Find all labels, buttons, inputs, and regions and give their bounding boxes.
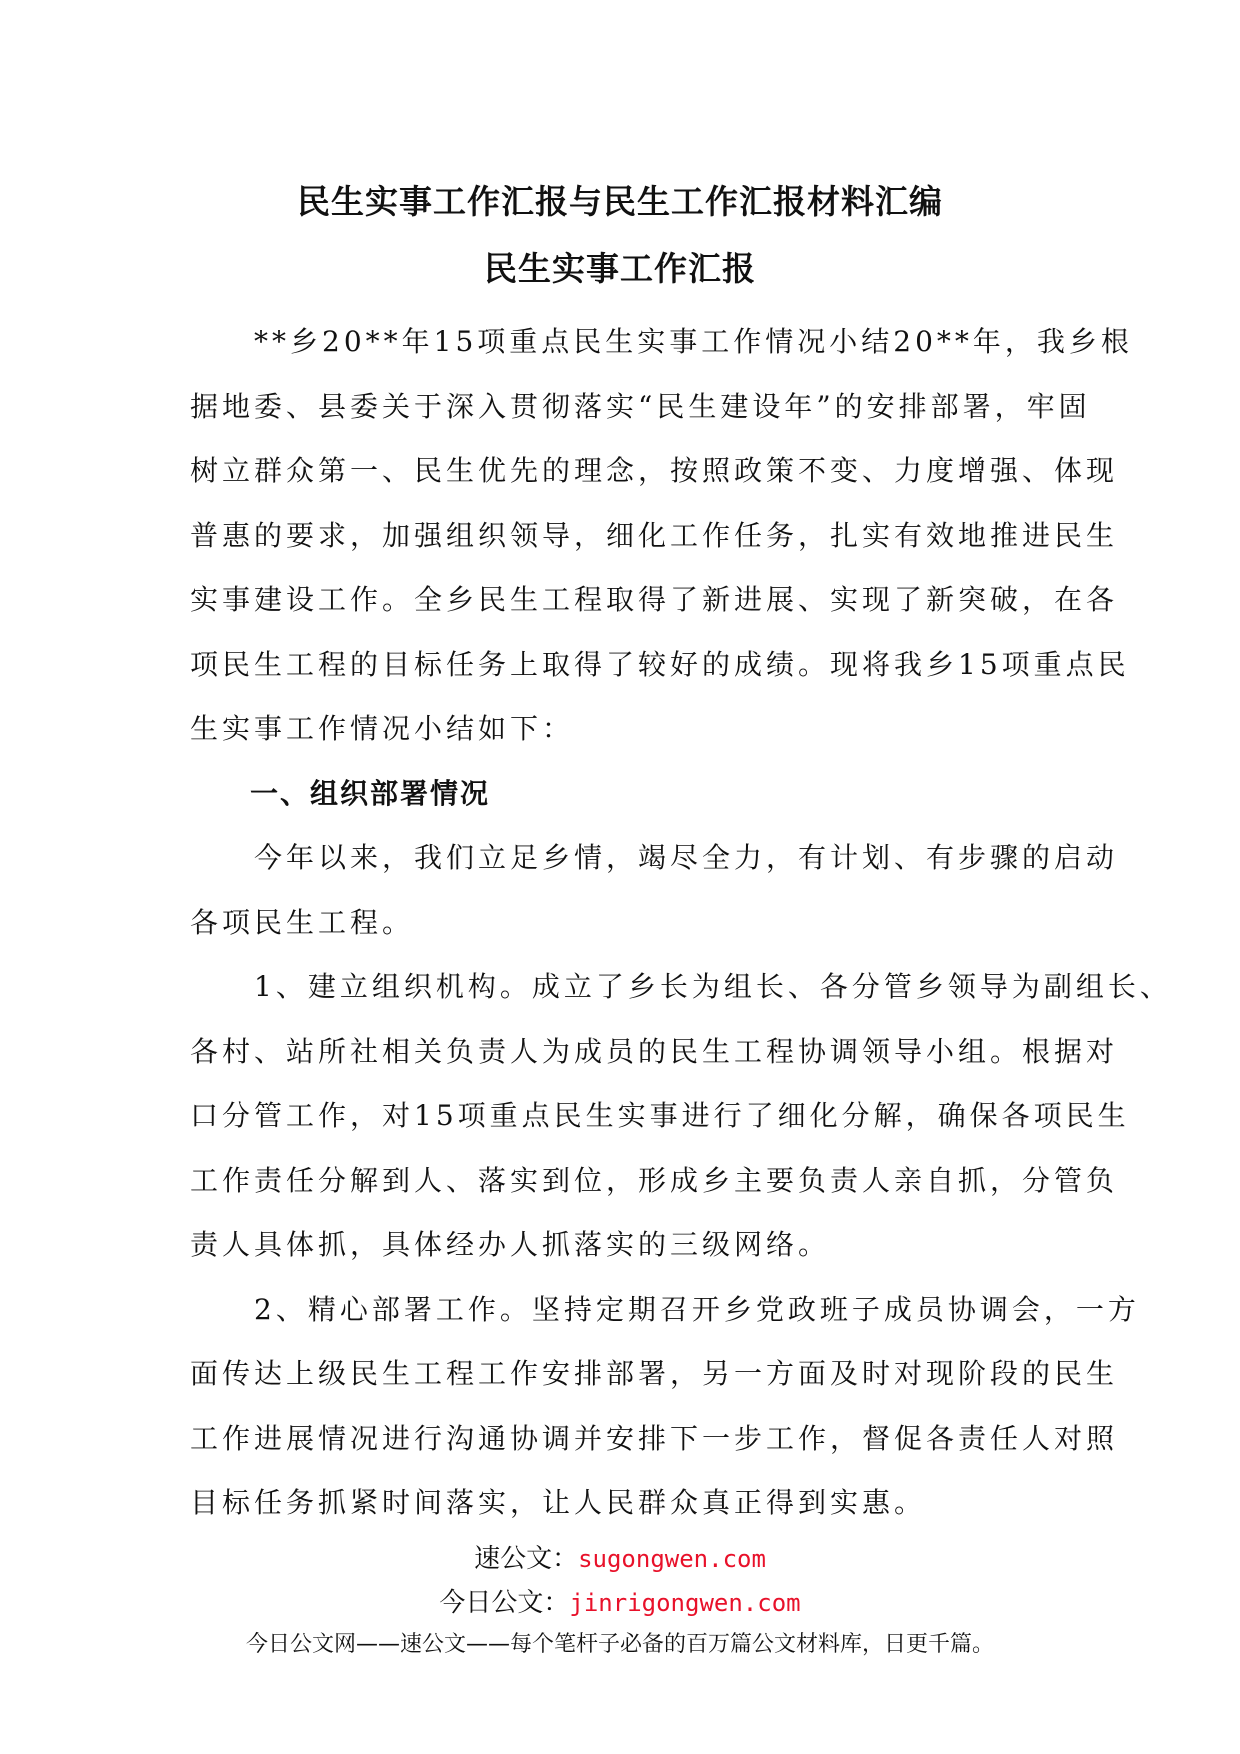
- body-line: 生实事工作情况小结如下：: [190, 712, 575, 745]
- body-line: 目标任务抓紧时间落实，让人民群众真正得到实惠。: [190, 1486, 927, 1519]
- body-line: 1、建立组织机构。成立了乡长为组长、各分管乡领导为副组长、: [190, 970, 1172, 1003]
- body-line: 工作进展情况进行沟通协调并安排下一步工作，督促各责任人对照: [190, 1421, 1119, 1455]
- body-line: **乡20**年15项重点民生实事工作情况小结20**年，我乡根: [190, 325, 1133, 358]
- footer-line-jinrigongwen: [0, 1582, 1240, 1619]
- footer-label: 今日公文：: [439, 1588, 570, 1618]
- body-line: 实事建设工作。全乡民生工程取得了新进展、实现了新突破，在各: [190, 583, 1119, 616]
- jinrigongwen-link[interactable]: jinrigongwen.com: [569, 1589, 801, 1617]
- section-heading: 一、组织部署情况: [190, 776, 491, 810]
- body-line: 2、精心部署工作。坚持定期召开乡党政班子成员协调会，一方: [190, 1292, 1140, 1326]
- body-line: 各项民生工程。: [190, 905, 415, 939]
- document-title: 民生实事工作汇报与民生工作汇报材料汇编: [297, 182, 943, 221]
- footer-tagline: 今日公文网——速公文——每个笔杆子必备的百万篇公文材料库，日更千篇。: [245, 1632, 994, 1657]
- body-line: 面传达上级民生工程工作安排部署，另一方面及时对现阶段的民生: [190, 1357, 1119, 1390]
- body-line: 今年以来，我们立足乡情，竭尽全力，有计划、有步骤的启动: [190, 841, 1119, 874]
- body-line: 树立群众第一、民生优先的理念，按照政策不变、力度增强、体现: [190, 454, 1119, 487]
- body-line: 口分管工作，对15项重点民生实事进行了细化分解，确保各项民生: [190, 1099, 1130, 1132]
- document-body: [190, 310, 1172, 1536]
- footer-line-sugongwen: [0, 1538, 1240, 1575]
- body-line: 工作责任分解到人、落实到位，形成乡主要负责人亲自抓，分管负: [190, 1163, 1119, 1197]
- document-subtitle: 民生实事工作汇报: [484, 249, 756, 288]
- body-line: 项民生工程的目标任务上取得了较好的成绩。现将我乡15项重点民: [190, 647, 1130, 681]
- body-line: 责人具体抓，具体经办人抓落实的三级网络。: [190, 1228, 831, 1261]
- body-line: 各村、站所社相关负责人为成员的民生工程协调领导小组。根据对: [190, 1034, 1119, 1068]
- body-line: 据地委、县委关于深入贯彻落实“民生建设年”的安排部署，牢固: [190, 389, 1091, 423]
- footer-label: 速公文：: [474, 1544, 579, 1574]
- sugongwen-link[interactable]: sugongwen.com: [578, 1545, 766, 1573]
- body-line: 普惠的要求，加强组织领导，细化工作任务，扎实有效地推进民生: [190, 518, 1119, 552]
